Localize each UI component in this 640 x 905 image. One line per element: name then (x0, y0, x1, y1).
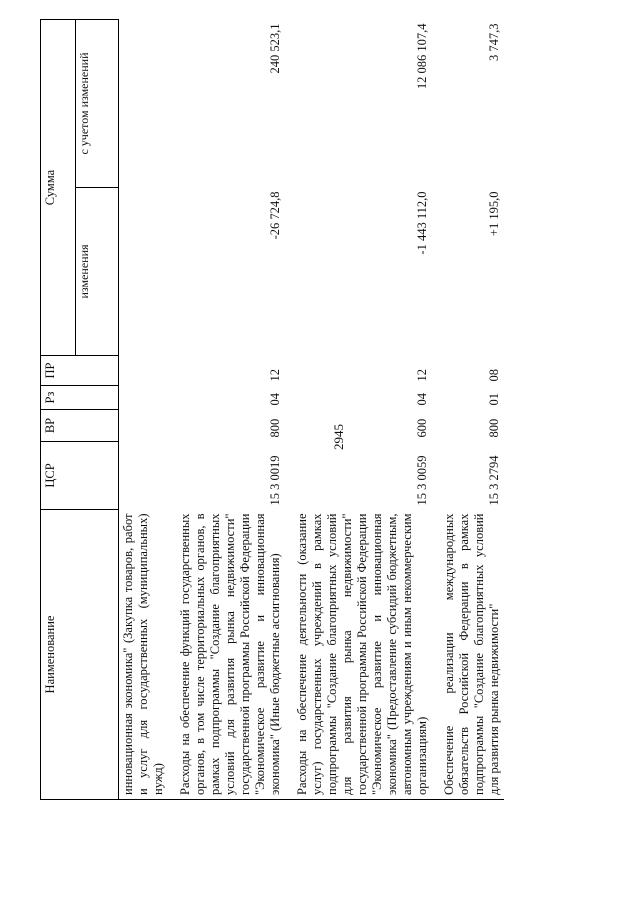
header-rz: Рз (41, 386, 119, 410)
page-number: 2945 (331, 424, 346, 450)
row-name: Обеспечение реализации международных обязательств Российской Федерации в рамках подпрограммы "Создание благоприятных условий для развития рынка недвижимости" (440, 510, 504, 800)
header-with-changes: с учетом изменений (76, 20, 119, 188)
row-change: -1 443 112,0 (415, 191, 429, 255)
row-csr: 15 3 0059 (415, 455, 429, 506)
row-rz: 04 (268, 393, 282, 406)
row-change: -26 724,8 (268, 191, 282, 240)
row-name: инновационная экономика" (Закупка товаров, работ и услуг для государственных (муниципальных) нужд) (119, 510, 169, 800)
row-pr: 12 (268, 369, 282, 382)
row-vr (119, 410, 169, 442)
row-csr: 15 3 0019 (268, 455, 282, 506)
row-spacer (432, 20, 440, 800)
row-pr: 08 (487, 369, 501, 382)
row-change: +1 195,0 (487, 191, 501, 237)
row-vr: 800 (268, 418, 282, 438)
table-row (176, 20, 285, 800)
row-rz: 01 (487, 393, 501, 406)
header-csr: ЦСР (41, 442, 119, 510)
row-vr: 800 (487, 418, 501, 438)
header-change: изменения (76, 188, 119, 356)
row-change (119, 188, 169, 356)
row-pr: 12 (415, 369, 429, 382)
row-csr: 15 3 2794 (487, 455, 501, 506)
row-total: 12 086 107,4 (415, 23, 429, 90)
header-sum: Сумма (41, 20, 76, 356)
row-rz: 04 (415, 393, 429, 406)
row-pr (119, 356, 169, 386)
table-row (293, 20, 432, 800)
row-name: Расходы на обеспечение функций государственных органов, в том числе территориальных органов, в рамках подпрограммы "Создание благоприятных условий для развития рынка недвижимости" государственной программы Российской Федерации "Экономическое развитие и инновационная экономика" (Иные бюджетные ассигнования) (176, 510, 285, 800)
row-total: 3 747,3 (487, 23, 501, 61)
table-row (119, 20, 169, 800)
budget-table (40, 19, 504, 800)
row-spacer (285, 20, 293, 800)
header-pr: ПР (41, 356, 119, 386)
header-vr: ВР (41, 410, 119, 442)
row-spacer (168, 20, 176, 800)
row-total (119, 20, 169, 188)
row-rz (119, 386, 169, 410)
row-vr: 600 (415, 418, 429, 438)
rotated-page (40, 20, 532, 800)
row-csr (119, 442, 169, 510)
row-name: Расходы на обеспечение деятельности (оказание услуг) государственных учреждений в рамках подпрограммы "Создание благоприятных условий для развития рынка недвижимости" государственной программы Российской Федерации "Экономическое развитие и инновационная экономика" (Предоставление субсидий бюджетным, автономным учреждениям и иным некоммерческим организациям) (293, 510, 432, 800)
row-total: 240 523,1 (268, 23, 282, 74)
table-row (440, 20, 504, 800)
header-name: Наименование (41, 510, 119, 800)
